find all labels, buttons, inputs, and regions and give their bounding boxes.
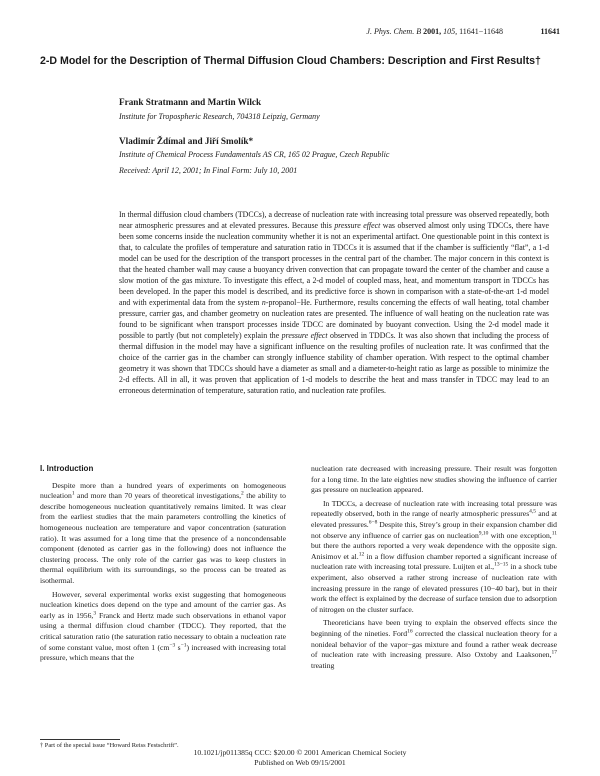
- abstract: In thermal diffusion cloud chambers (TDCCs), a decrease of nucleation rate with increasing total pressure was observed repeatedly, both near atmospheric pressures and at elevated pressures. Because this pressure effect was observed almost only using TDCCs, there have been some concerns inside the nucleation community whether it is not an experimental artifact. One questionable point in this context is that, to calculate the profiles of temperature and saturation ratio in TDCCs it is assumed that if the chamber is sufficiently “flat”, a 1-d model can be used for the description of the transport processes in the central part of the chamber. The major concern in this context is that the heated chamber wall may cause a buoyancy driven convection that can propagate toward the center of the chamber and cause a slow motion of the gas mixture. To investigate this effect, a 2-d model of coupled mass, heat, and momentum transport in TDCCs has been developed. In the paper this model is described, and its predictive force is shown in comparison with a state-of-the-art 1-d model and with experimental data from the system n-propanol−He. Furthermore, results concerning the effects of wall heating, total chamber pressure, carrier gas, and chamber geometry on nucleation rates are presented. The influence of wall heating on the nucleation rate was found to be significant when transport processes inside TDCC are dominated by buoyant convection. Using the 2-d model made it possible to partly (but not completely) explain the pressure effect observed in TDDCs. It was also shown that including the process of thermal diffusion in the model may have a significant influence on the resulting profiles of nucleation rate. It was confirmed that the choice of the carrier gas in the chamber can strongly influence stability of chamber operation. With respect to the optimal chamber geometry it was shown that TDCCs should have a diameter as small and a diameter-to-height ratio as large as possible to minimize the 2-d effects. All in all, it was proven that application of 1-d models to describe the heat and mass transfer in TDCC may lead to an erroneous determination of temperature, saturation ratio, and nucleation rate profiles.: [119, 210, 550, 395]
- running-header: [0, 27, 560, 36]
- footnote-divider: [40, 739, 120, 740]
- affiliation-1: Institute for Tropospheric Research, 704318 Leipzig, Germany: [119, 112, 320, 121]
- footnote: † Part of the special issue “Howard Reiss Festschrift”.: [40, 742, 179, 749]
- authors-group-1: Frank Stratmann and Martin Wilck: [119, 97, 262, 107]
- paragraph: nucleation rate decreased with increasing pressure. Their result was forgotten for a long time. In the late eighties new studies showing the influence of carrier gas pressure on nucleation appeared.: [311, 464, 557, 495]
- paragraph: Theoreticians have been trying to explain the observed effects since the beginning of the nineties. Ford$^{16}$ corrected the classical nucleation theory for a nonideal behavior of the vapor−gas mixture and found a rather weak decrease of nucleation rate with increasing pressure. Also Oxtoby and Laaksonen,$^{17}$ treating: [311, 618, 557, 670]
- right-column: [311, 464, 557, 671]
- paragraph: In TDCCs, a decrease of nucleation rate with increasing total pressure was repeatedly observed, both in the range of nearly atmospheric pressures$^{4,5}$ and at elevated pressures.$^{6-8}$ Despite this, Strey’s group in their expansion chamber did not observe any influence of carrier gas on nucleation$^{9,10}$ with one exception,$^{11}$ but there the authors reported a very weak dependence with the opposite sign. Anisimov et al.$^{12}$ in a flow diffusion chamber reported a significant increase of nucleation rate with increasing total pressure. Luijten et al.,$^{13-15}$ in a shock tube experiment, also observed a rather strong increase of nucleation rate with increasing pressure in the range of elevated pressures (10−40 bar), but in their work the effect is explained by the decrease of surface tension due to adsorption of nitrogen on the cluster surface.: [311, 498, 557, 614]
- left-column: [40, 464, 286, 664]
- authors-group-2: Vladimír Ždímal and Jiří Smolík*: [119, 136, 254, 146]
- received-dates: Received: April 12, 2001; In Final Form: July 10, 2001: [119, 166, 298, 175]
- journal-name: J. Phys. Chem. B: [366, 27, 422, 36]
- journal-year: 2001,: [423, 27, 442, 36]
- journal-pages: 11641−11648: [459, 27, 503, 36]
- paragraph: Despite more than a hundred years of experiments on homogeneous nucleation$^1$ and more than 70 years of theoretical investigations,$^2$ the ability to describe homogeneous nucleation quantitatively remains limited. It was clear from the earliest studies that the main parameters controlling the kinetics of homogeneous nucleation are temperature and vapor concentration (saturation ratio). It was assumed for a long time that the presence of a noncondensable component (denoted as carrier gas in the following) does not influence the clustering process. The only role of the carrier gas was to keep clusters in thermal equilibrium with its surroundings, so the process can be treated as isothermal.: [40, 480, 287, 585]
- published-date: Published on Web 09/15/2001: [254, 758, 346, 767]
- page-number: 11641: [540, 27, 560, 36]
- affiliation-2: Institute of Chemical Process Fundamentals AS CR, 165 02 Prague, Czech Republic: [119, 150, 390, 159]
- article-title: 2-D Model for the Description of Thermal Diffusion Cloud Chambers: Description and First Results†: [40, 55, 541, 67]
- journal-volume: 105,: [443, 27, 458, 36]
- section-heading: I. Introduction: [40, 464, 94, 473]
- paragraph: However, several experimental works exist suggesting that homogeneous nucleation kinetics does depend on the type and amount of the carrier gas. As early as in 1956,$^3$ Franck and Hertz made such observations in ethanol vapor using a thermal diffusion cloud chamber (TDCC). They reported, that the critical saturation ratio (the saturation ratio necessary to obtain a nucleation rate of some constant value, most often 1 ($cm^{-3}$ $s^{-1}$) increased with increasing total pressure, which means that the: [40, 589, 287, 663]
- doi-copyright-line: 10.1021/jp011385q CCC: $20.00 © 2001 American Chemical Society: [193, 748, 407, 757]
